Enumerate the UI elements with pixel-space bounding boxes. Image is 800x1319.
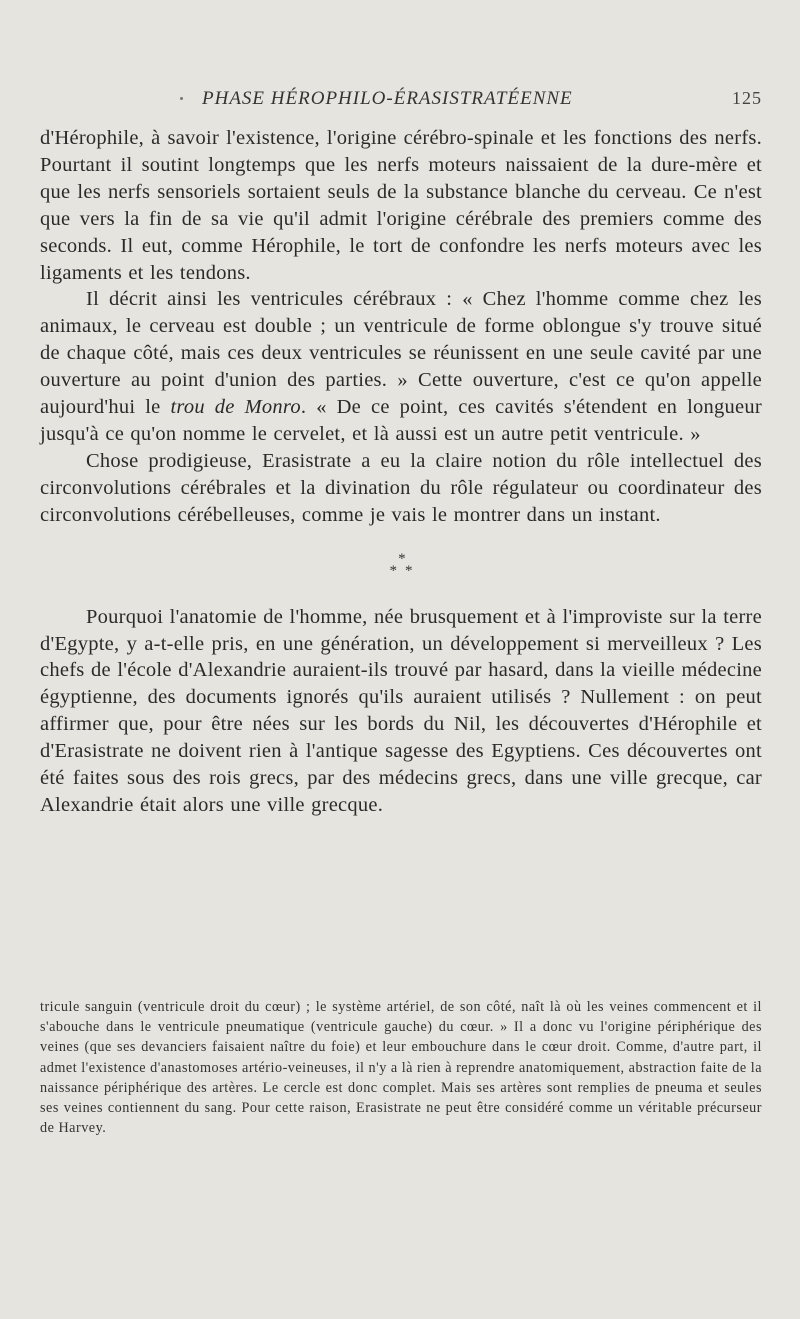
footnote-text: tricule sanguin (ventricule droit du cœur) ; le système artériel, de son côté, naît là où les veines commencent et il s'abouche dans le ventricule pneumatique (ventricule gauche) du cœur. » Il a donc vu l'origine périphérique des veines (que ses devanciers faisaient naître du foie) et leur embouchure dans le cœur droit. Comme, d'autre part, il admet l'existence d'anastomoses artério-veineuses, il n'y a là rien à reprendre anatomiquement, abstraction faite de la naissance périphérique des artères. Le cercle est donc complet. Mais ses artères sont remplies de pneuma et seules ses veines contiennent du sang. Pour cette raison, Erasistrate ne peut être considéré comme un véritable précurseur de Harvey. — [40, 999, 762, 1137]
main-text — [40, 125, 762, 819]
italic-term: trou de Monro — [170, 396, 301, 419]
paragraph — [40, 286, 762, 447]
page-number: 125 — [732, 88, 762, 108]
running-title: PHASE HÉROPHILO-ÉRASISTRATÉENNE — [202, 88, 573, 109]
page-header — [0, 88, 800, 118]
header-dot — [180, 97, 183, 100]
paragraph: Pourquoi l'anatomie de l'homme, née brusquement et à l'improviste sur la terre d'Egypte, y a-t-elle pris, en une génération, un développement si merveilleux ? Les chefs de l'école d'Alexandrie auraient-ils trouvé par hasard, dans la vieille médecine égyptienne, des documents ignorés qu'ils auraient utilisés ? Nullement : on peut affirmer que, pour être nées sur les bords du Nil, les découvertes d'Hérophile et d'Erasistrate ne doivent rien à l'antique sagesse des Egyptiens. Ces découvertes ont été faites sous des rois grecs, par des médecins grecs, dans une ville grecque, car Alexandrie était alors une ville grecque. — [40, 605, 762, 816]
paragraph: d'Hérophile, à savoir l'existence, l'origine cérébro-spinale et les fonctions des nerfs. Pourtant il soutint longtemps que les nerfs moteurs naissaient de la dure-mère et que les nerfs sensoriels sortaient seuls de la substance blanche du cerveau. Ce n'est que vers la fin de sa vie qu'il admit l'origine cérébrale des premiers comme des seconds. Il eut, comme Hérophile, le tort de confondre les nerfs moteurs avec les ligaments et les tendons. — [40, 127, 762, 284]
paragraph: Chose prodigieuse, Erasistrate a eu la claire notion du rôle intellectuel des circonvolutions cérébrales et la divination du rôle régulateur ou coordinateur des circonvolutions cérébelleuses, comme je vais le montrer dans un instant. — [40, 449, 762, 526]
asterism-bottom: ** — [389, 562, 421, 579]
paragraph-text: . « De ce point, ces cavités s'étendent en longueur jusqu'à ce qu'on nomme le cervelet, et là aussi est un autre petit ventricule. » — [40, 396, 762, 445]
section-asterism — [40, 550, 762, 579]
footnote — [40, 997, 762, 1138]
paragraph-text: Il décrit ainsi les ventricules cérébraux : « Chez l'homme comme chez les animaux, le cerveau est double ; un ventricule de forme oblongue s'y trouve situé de chaque côté, mais ces deux ventricules se réunissent en une seule cavité par une ouverture au point d'union des parties. » Cette ouverture, c'est ce qu'on appelle aujourd'hui le — [40, 288, 762, 419]
asterism-top: * — [398, 550, 406, 567]
